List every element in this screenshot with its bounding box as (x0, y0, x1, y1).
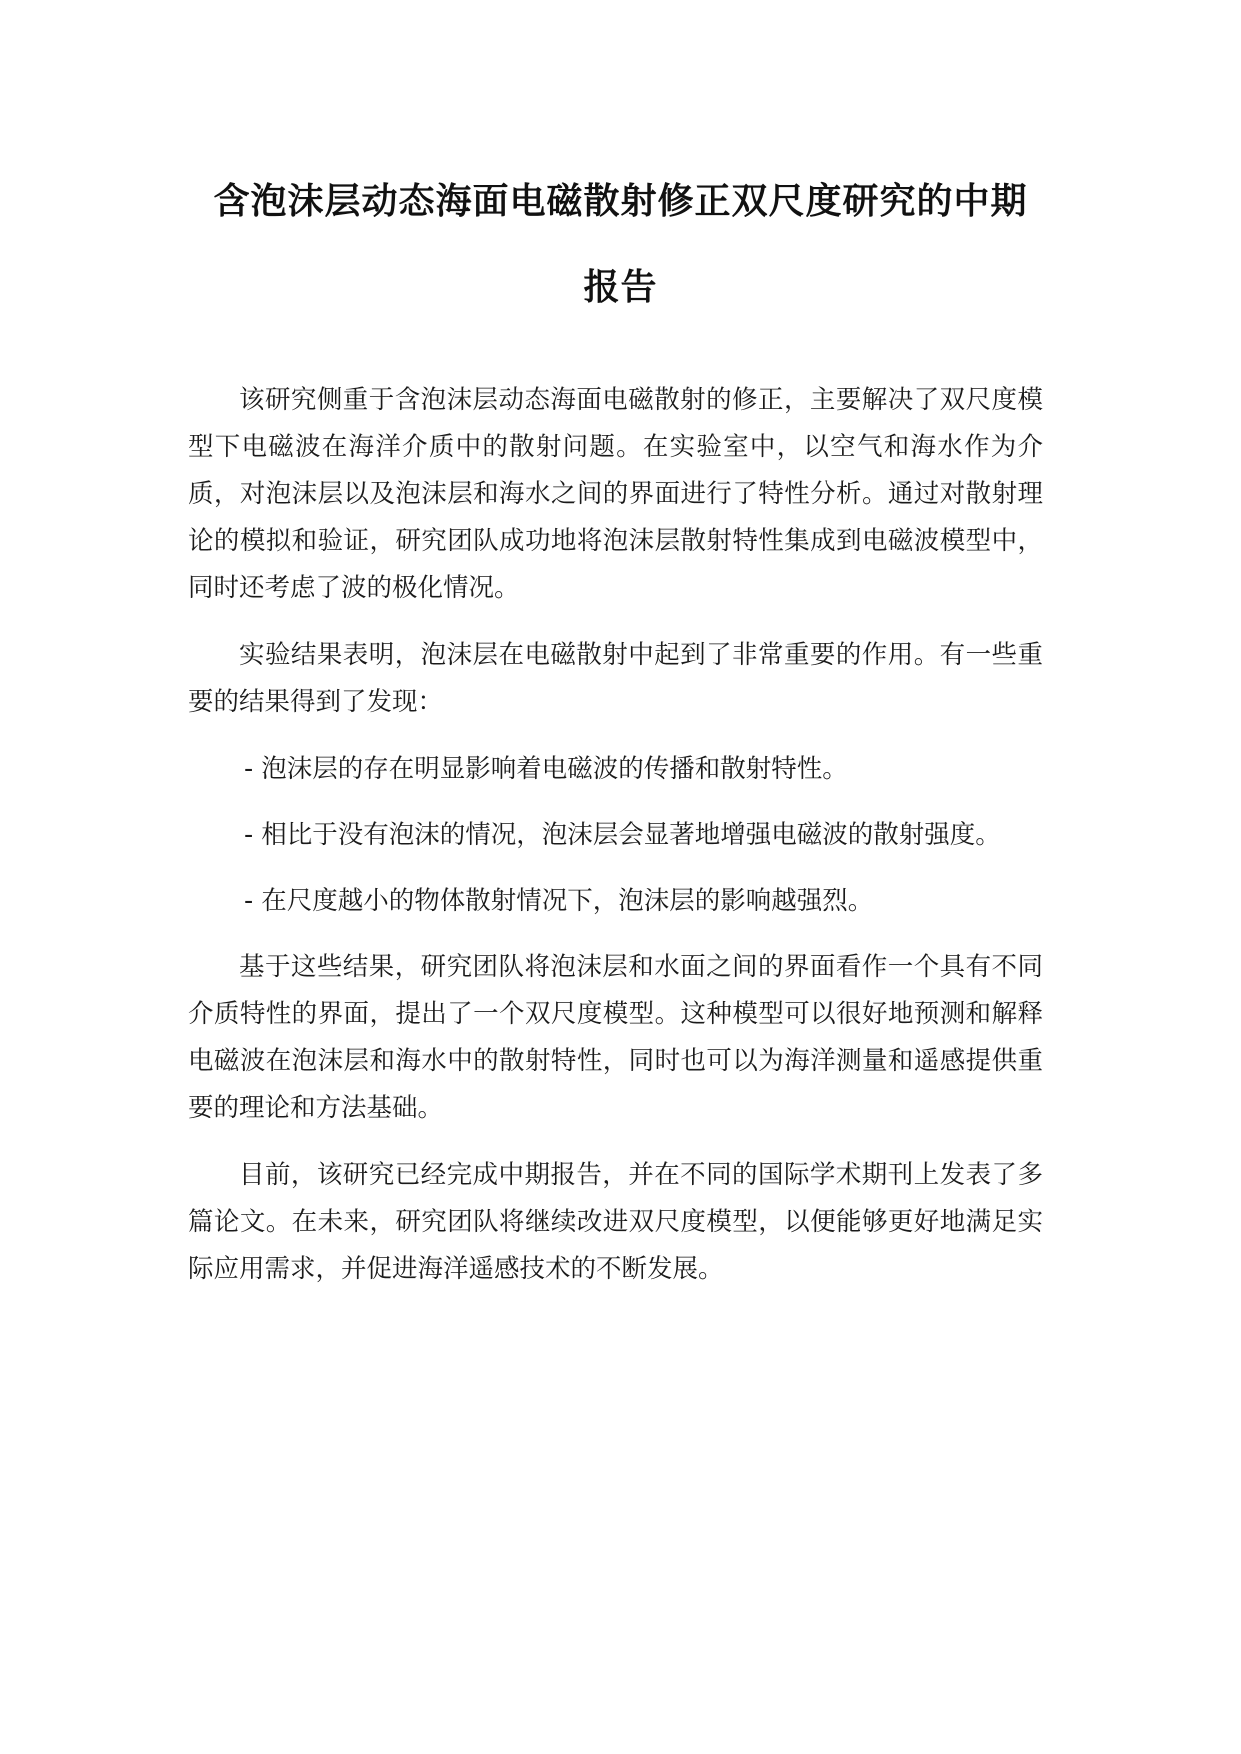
paragraph-conclusion: 目前，该研究已经完成中期报告，并在不同的国际学术期刊上发表了多篇论文。在未来，研究团队将继续改进双尺度模型，以便能够更好地满足实际应用需求，并促进海洋遥感技术的不断发展。 (188, 1160, 1043, 1284)
bullet-item: - 相比于没有泡沫的情况，泡沫层会显著地增强电磁波的散射强度。 (244, 820, 1001, 850)
paragraph-model: 基于这些结果，研究团队将泡沫层和水面之间的界面看作一个具有不同介质特性的界面，提出了一个双尺度模型。这种模型可以很好地预测和解释电磁波在泡沫层和海水中的散射特性，同时也可以为海洋测量和遥感提供重要的理论和方法基础。 (188, 952, 1043, 1123)
document-title-line-1: 含泡沫层动态海面电磁散射修正双尺度研究的中期 (213, 181, 1028, 222)
paragraph-intro: 该研究侧重于含泡沫层动态海面电磁散射的修正，主要解决了双尺度模型下电磁波在海洋介质中的散射问题。在实验室中，以空气和海水作为介质，对泡沫层以及泡沫层和海水之间的界面进行了特性分析。通过对散射理论的模拟和验证，研究团队成功地将泡沫层散射特性集成到电磁波模型中，同时还考虑了波的极化情况。 (188, 385, 1043, 603)
document-body (188, 377, 1043, 1313)
bullet-item: - 泡沫层的存在明显影响着电磁波的传播和散射特性。 (244, 754, 848, 784)
paragraph-results: 实验结果表明，泡沫层在电磁散射中起到了非常重要的作用。有一些重要的结果得到了发现： (188, 640, 1043, 717)
bullet-item: - 在尺度越小的物体散射情况下，泡沫层的影响越强烈。 (244, 886, 874, 916)
document-title-line-2: 报告 (583, 267, 658, 308)
